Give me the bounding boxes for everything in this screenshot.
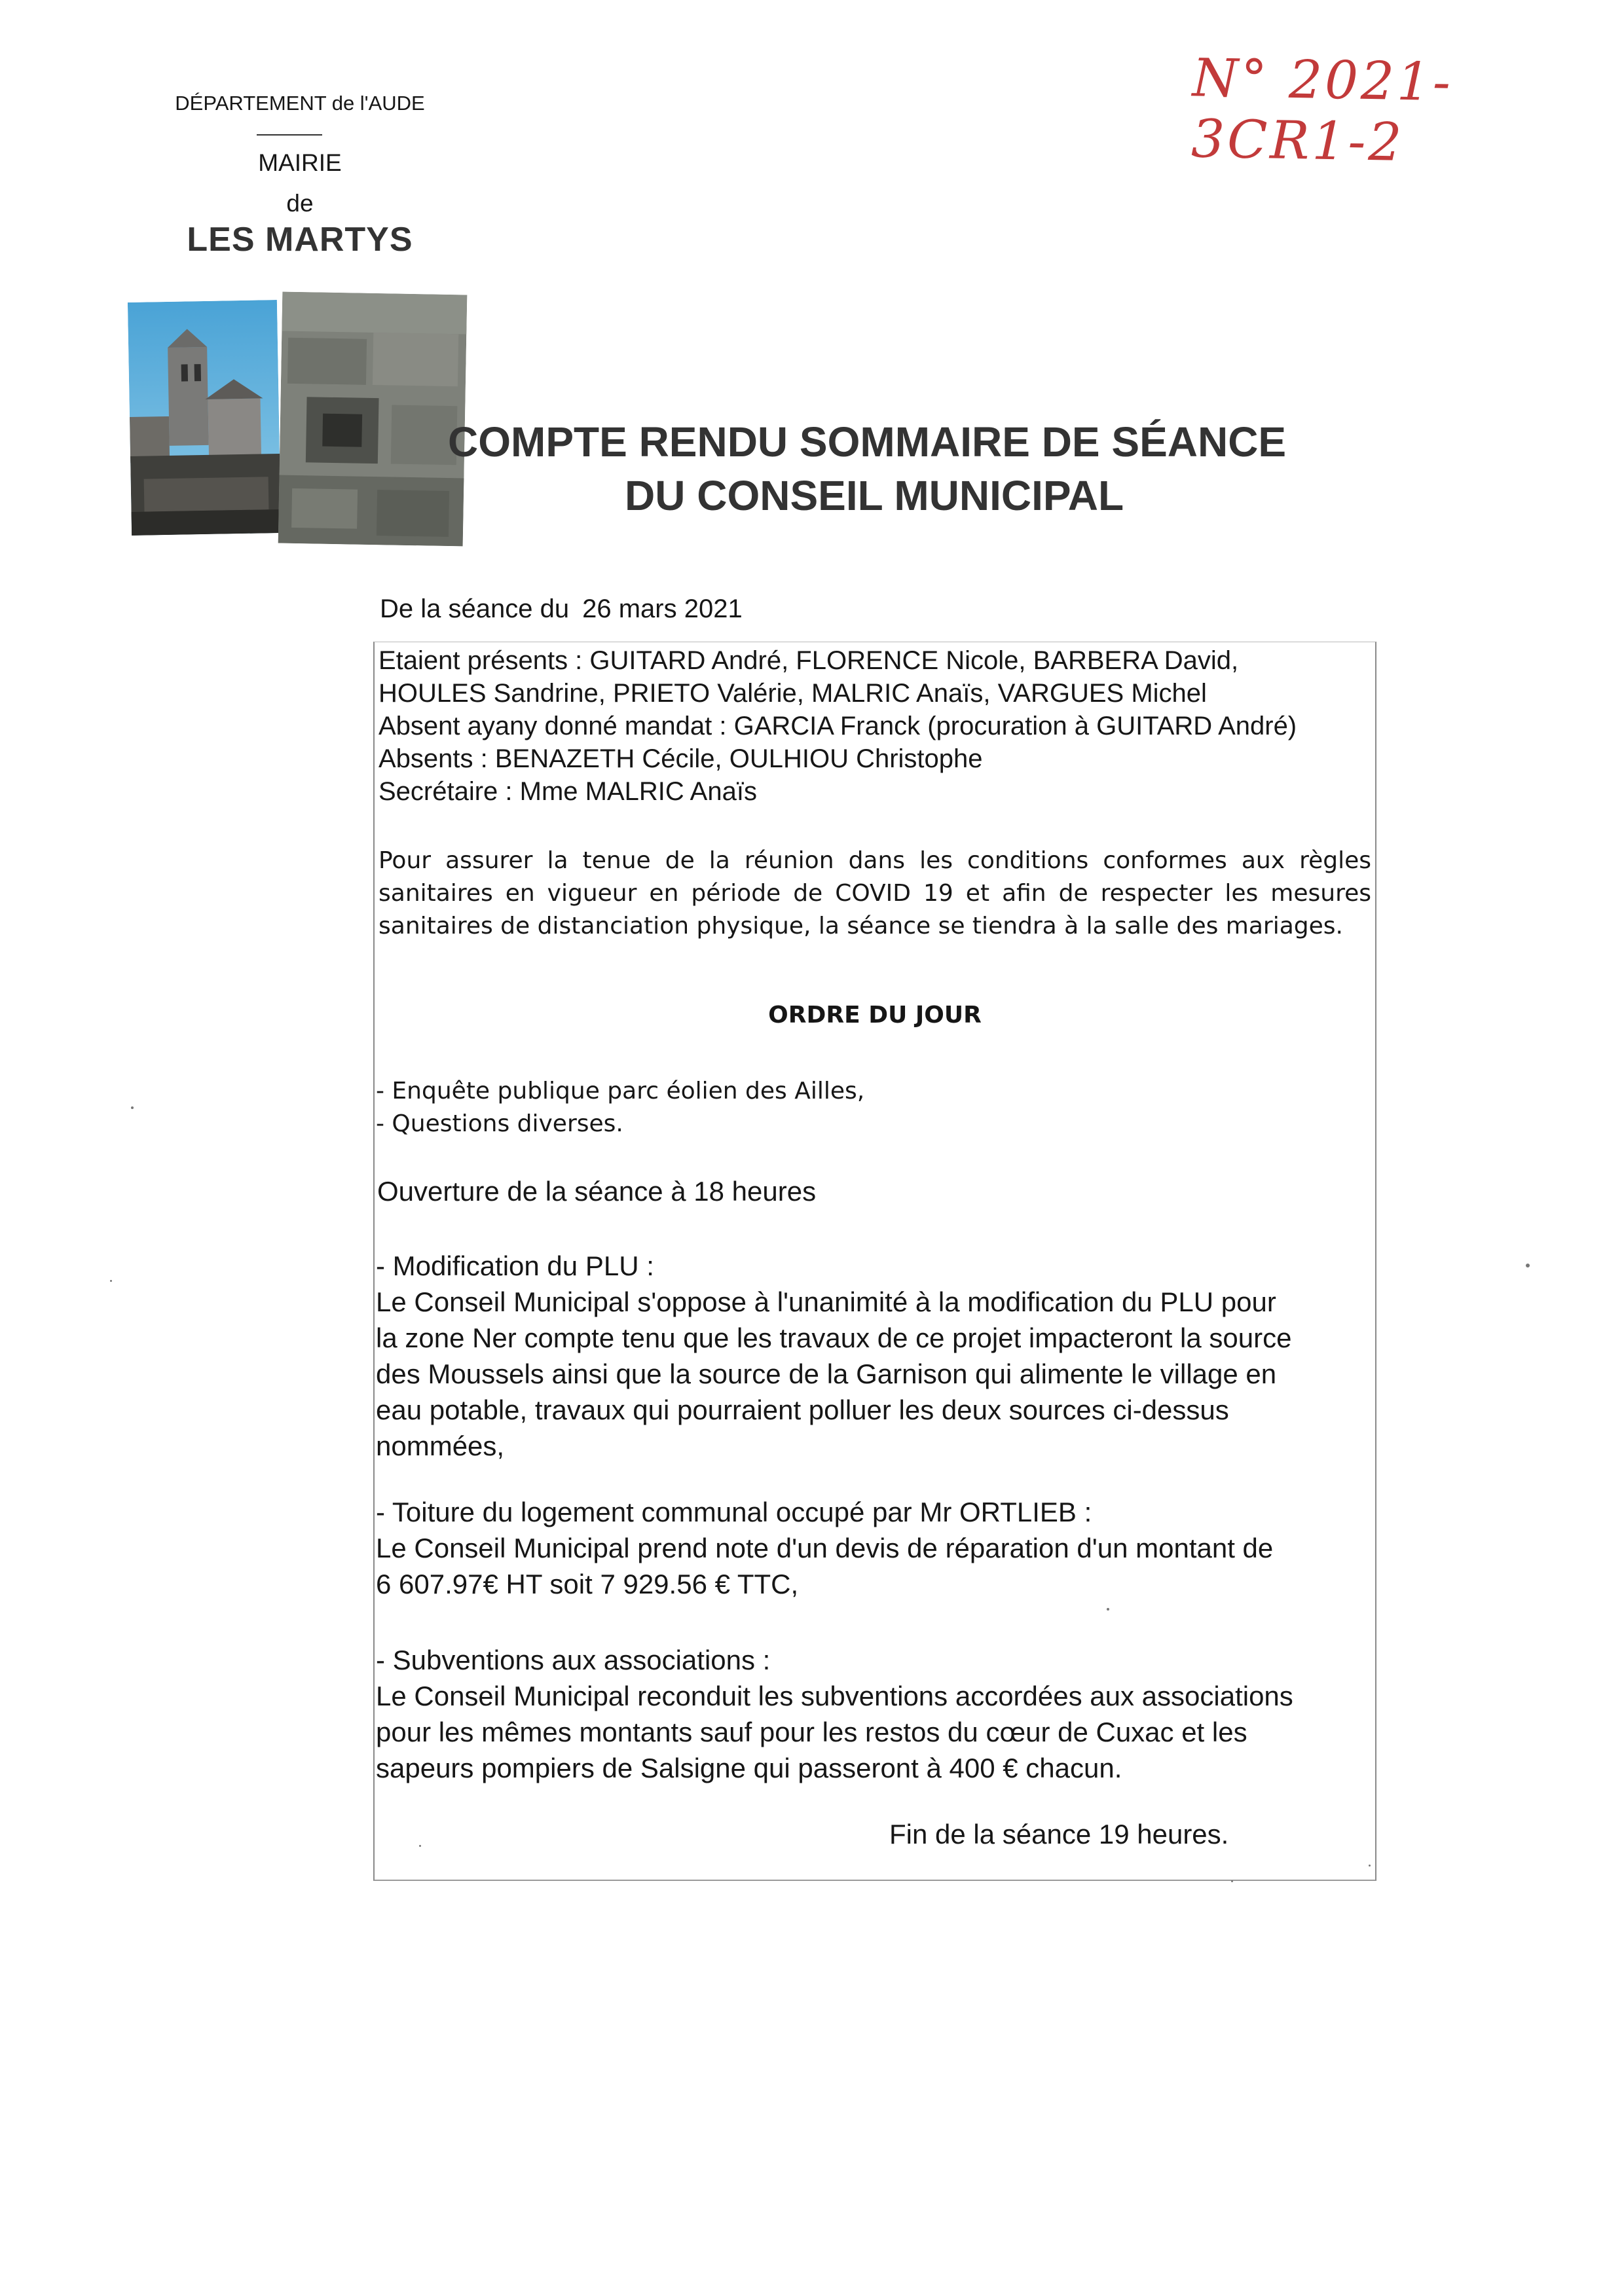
agenda-list <box>376 1075 864 1140</box>
section-heading: - Toiture du logement communal occupé par Mr ORTLIEB : <box>376 1497 1092 1527</box>
commune-name: LES MARTYS <box>187 221 413 259</box>
scan-speck <box>131 1106 134 1109</box>
attendance-block <box>378 644 1361 808</box>
covid-notice-line: sanitaires de distanciation physique, la séance se tiendra à la salle des mariages. <box>378 913 1343 939</box>
section-line: la zone Ner compte tenu que les travaux de ce projet impacteront la source <box>376 1322 1292 1353</box>
section-line: eau potable, travaux qui pourraient polluer les deux sources ci-dessus <box>376 1394 1229 1425</box>
de-label: de <box>286 190 314 217</box>
section-heading: - Modification du PLU : <box>376 1250 654 1281</box>
agenda-item: - Questions diverses. <box>376 1110 623 1137</box>
handwritten-reference: N° 2021-3CR1-2 <box>1190 47 1454 173</box>
scan-speck <box>1231 1880 1233 1882</box>
section-plu <box>376 1248 1371 1464</box>
attendance-line: Secrétaire : Mme MALRIC Anaïs <box>378 777 757 806</box>
church-photo <box>128 300 281 536</box>
covid-notice-line: sanitaires en vigueur en période de COVID 19 et afin de respecter les mesures <box>378 880 1371 907</box>
scan-speck <box>419 1845 421 1847</box>
section-heading: - Subventions aux associations : <box>376 1645 771 1675</box>
title-line-1: COMPTE RENDU SOMMAIRE DE SÉANCE <box>448 418 1287 465</box>
section-line: sapeurs pompiers de Salsigne qui passeront à 400 € chacun. <box>376 1753 1122 1783</box>
scan-speck <box>1369 1865 1371 1867</box>
session-date-line <box>380 594 743 624</box>
covid-notice <box>378 845 1371 943</box>
section-line: pour les mêmes montants sauf pour les restos du cœur de Cuxac et les <box>376 1717 1247 1747</box>
scan-speck <box>1526 1264 1530 1267</box>
scan-speck <box>110 1280 112 1282</box>
attendance-line: HOULES Sandrine, PRIETO Valérie, MALRIC Anaïs, VARGUES Michel <box>378 679 1207 708</box>
section-line: des Moussels ainsi que la source de la Garnison qui alimente le village en <box>376 1358 1277 1389</box>
session-label: De la séance du <box>380 594 570 623</box>
section-line: Le Conseil Municipal s'oppose à l'unanimité à la modification du PLU pour <box>376 1286 1276 1317</box>
agenda-title: ORDRE DU JOUR <box>768 1002 982 1029</box>
stone-wall-photo <box>278 292 468 547</box>
document-title <box>448 415 1535 522</box>
header-divider <box>257 134 322 136</box>
session-date: 26 mars 2021 <box>582 594 743 623</box>
session-closing: Fin de la séance 19 heures. <box>889 1819 1229 1850</box>
section-line: Le Conseil Municipal prend note d'un devis de réparation d'un montant de <box>376 1533 1274 1563</box>
section-toiture <box>376 1494 1371 1602</box>
section-line: nommées, <box>376 1430 505 1461</box>
session-opening: Ouverture de la séance à 18 heures <box>377 1176 817 1207</box>
agenda-item: - Enquête publique parc éolien des Ailles, <box>376 1078 865 1104</box>
scan-speck <box>1107 1608 1109 1611</box>
section-subventions <box>376 1642 1371 1786</box>
department-label: DÉPARTEMENT de l'AUDE <box>175 92 425 115</box>
section-line: Le Conseil Municipal reconduit les subventions accordées aux associations <box>376 1681 1293 1711</box>
attendance-line: Absents : BENAZETH Cécile, OULHIOU Christophe <box>378 744 983 773</box>
attendance-line: Absent ayany donné mandat : GARCIA Franck (procuration à GUITARD André) <box>378 712 1297 740</box>
title-line-2: DU CONSEIL MUNICIPAL <box>625 472 1124 519</box>
section-line: 6 607.97€ HT soit 7 929.56 € TTC, <box>376 1569 799 1599</box>
mairie-label: MAIRIE <box>258 149 342 176</box>
covid-notice-line: Pour assurer la tenue de la réunion dans les conditions conformes aux règles <box>378 847 1371 874</box>
attendance-line: Etaient présents : GUITARD André, FLORENCE Nicole, BARBERA David, <box>378 646 1239 675</box>
